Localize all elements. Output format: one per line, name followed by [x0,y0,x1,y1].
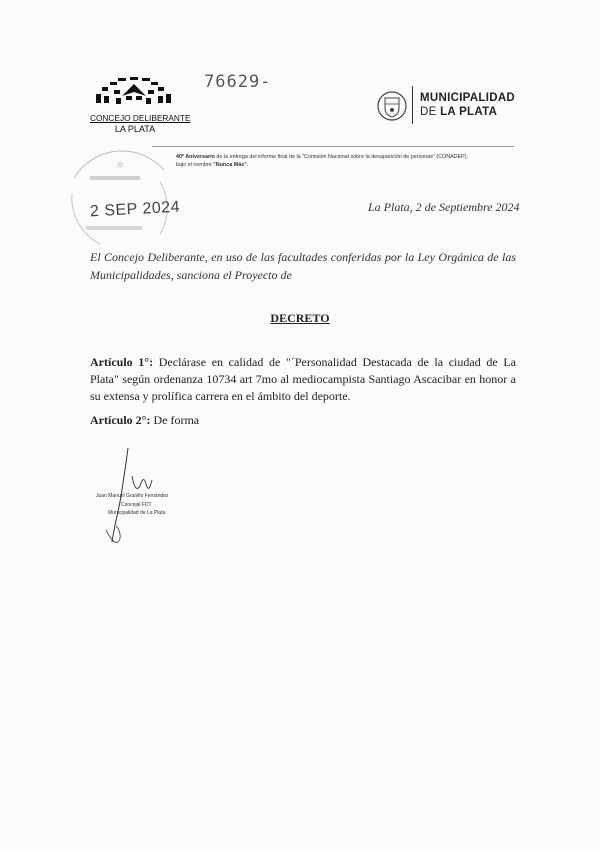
org-city: LA PLATA [114,124,156,134]
anniversary-note: 40º Aniversario de la entrega del informe final de la "Comisión Nacional sobre la desaparición de personas" (CONADEP), bajo el nombre "Nunca Más". [176,154,469,168]
article-1 [90,354,516,405]
article-2-text: De forma [150,413,200,427]
municipality-city: DE LA PLATA [420,106,498,118]
header-divider [152,146,514,147]
handwritten-signature [92,446,182,554]
place-date: La Plata, 2 de Septiembre 2024 [368,200,520,214]
municipality-name: MUNICIPALIDAD [420,92,516,104]
stamp-date: 2 SEP 2024 [89,198,181,221]
logo-divider [412,86,413,124]
shield-icon [376,88,408,124]
intro-paragraph: El Concejo Deliberante, en uso de las facultades conferidas por la Ley Orgánica de las Municipalidades, sanciona el Proyecto de [90,250,516,282]
document-title: DECRETO [270,311,330,325]
svg-text:✲: ✲ [116,161,124,171]
signer-name: Juan Manuel Granillo Fernández [96,493,169,499]
article-2-label: Artículo 2°: [90,413,151,427]
org-name: CONCEJO DELIBERANTE [90,113,191,123]
article-1-label: Artículo 1°: [90,355,154,369]
signer-entity: Municipalidad de La Plata [108,510,166,516]
article-2 [90,413,199,428]
article-1-text: Declárase en calidad de "´Personalidad Destacada de la ciudad de La Plata" según ordenanza 10734 art 7mo al mediocampista Santiago Ascacibar en honor a su extensa y prolífica carrera en el ámbito del deporte. [90,355,517,403]
file-number: 76629- [204,72,272,92]
signer-role: Concejal FDT [121,502,152,508]
